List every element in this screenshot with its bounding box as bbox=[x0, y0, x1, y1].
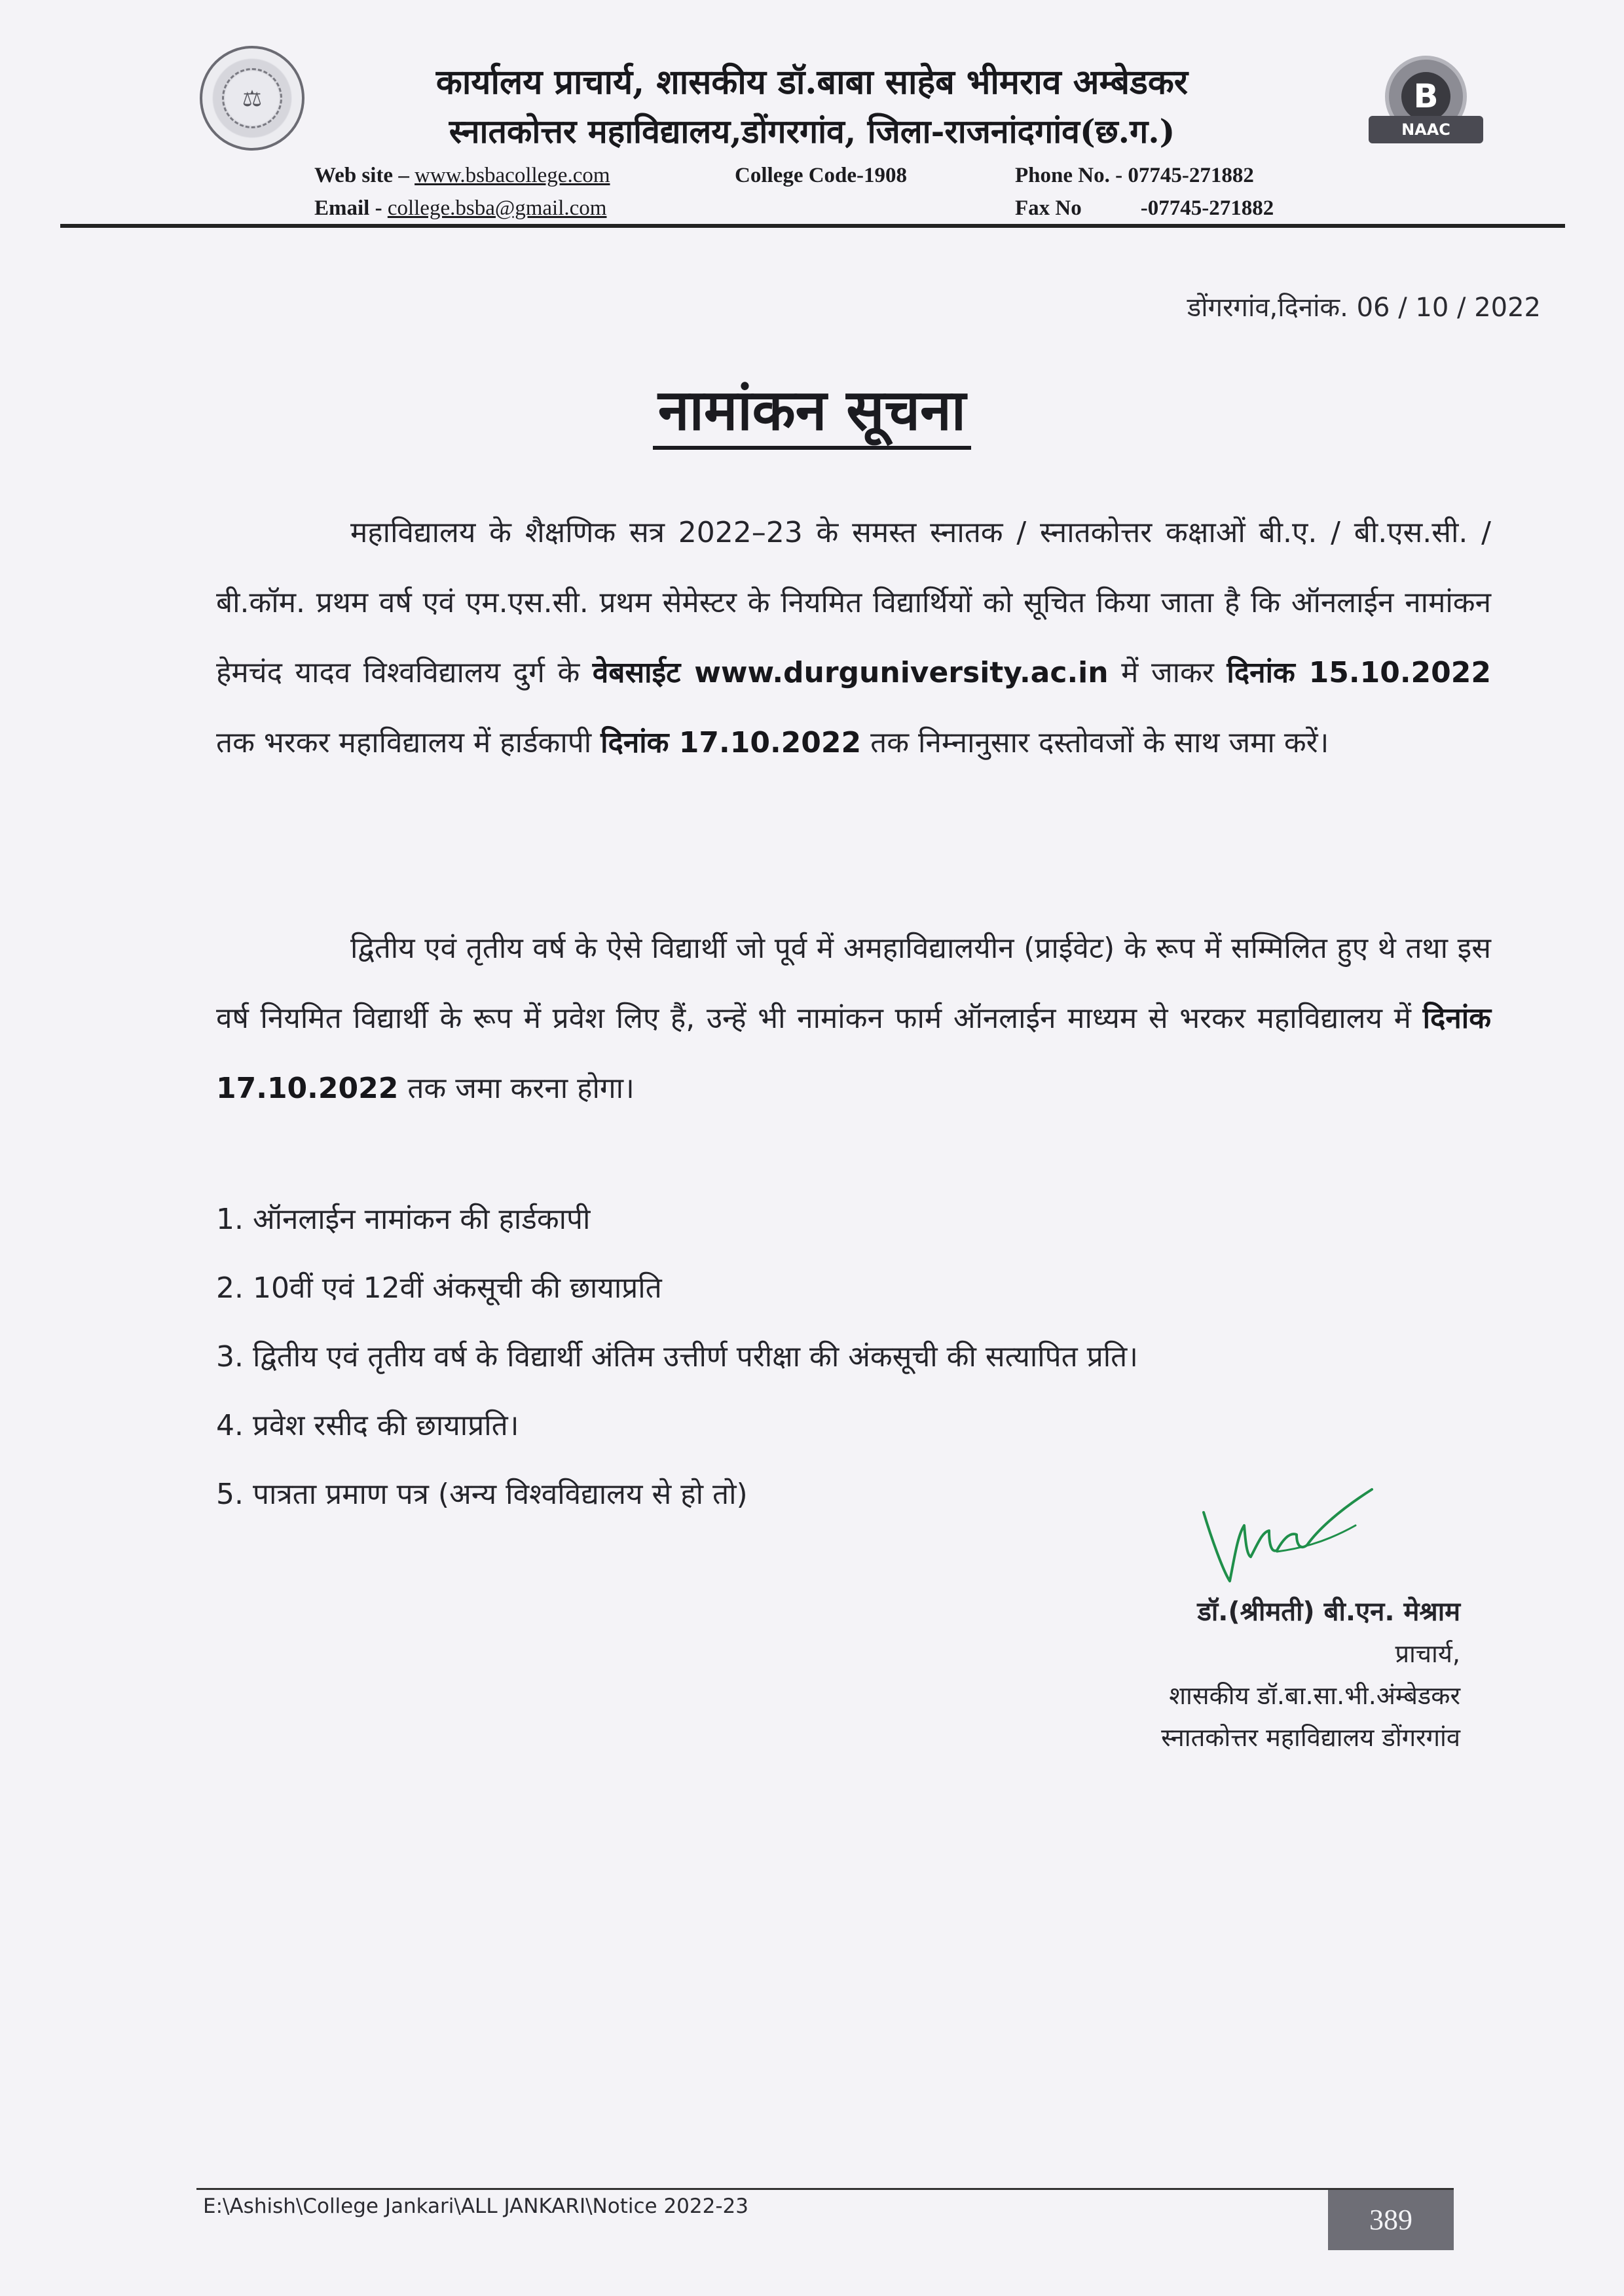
para1-text-4: तक निम्नानुसार दस्तोवजों के साथ जमा करें। bbox=[861, 726, 1329, 759]
fax-number: -07745-271882 bbox=[1140, 196, 1274, 220]
signature-icon bbox=[1198, 1480, 1382, 1591]
header-office-line: कार्यालय प्राचार्य, शासकीय डॉ.बाबा साहेब भीमराव अम्बेडकर bbox=[435, 62, 1189, 102]
para1-online-deadline: दिनांक 15.10.2022 bbox=[1227, 656, 1492, 689]
file-path: E:\Ashish\College Jankari\ALL JANKARI\Notice 2022-23 bbox=[203, 2195, 748, 2218]
email-label: Email - bbox=[314, 196, 382, 220]
required-documents-list bbox=[216, 1185, 1513, 1529]
header-divider bbox=[60, 224, 1565, 228]
para1-website: वेबसाईट www.durguniversity.ac.in bbox=[592, 656, 1109, 689]
para1-text-3: तक भरकर महाविद्यालय में हार्डकापी bbox=[216, 726, 601, 759]
notice-title-text: नामांकन सूचना bbox=[653, 378, 971, 450]
footer-divider bbox=[196, 2188, 1454, 2190]
signatory-name: डॉ.(श्रीमती) बी.एन. मेश्राम bbox=[1197, 1597, 1460, 1627]
website-line bbox=[314, 164, 610, 188]
college-emblem-icon bbox=[200, 46, 304, 151]
list-item: 5. पात्रता प्रमाण पत्र (अन्य विश्वविद्यालय से हो तो) bbox=[216, 1478, 748, 1511]
para2-deadline: दिनांक 17.10.2022 bbox=[216, 1002, 1491, 1105]
signatory-institution-1: शासकीय डॉ.बा.सा.भी.अंम्बेडकर bbox=[1169, 1681, 1460, 1710]
fax-line bbox=[1015, 196, 1274, 221]
notice-title bbox=[0, 370, 1624, 446]
emblem-inner-ring bbox=[222, 68, 282, 128]
email-line bbox=[314, 196, 606, 221]
para1-hardcopy-deadline: दिनांक 17.10.2022 bbox=[600, 726, 862, 759]
naac-label: NAAC bbox=[1369, 116, 1483, 143]
phone-number: Phone No. - 07745-271882 bbox=[1015, 164, 1254, 187]
email-link[interactable]: college.bsba@gmail.com bbox=[387, 196, 607, 220]
para2-text-1: द्वितीय एवं तृतीय वर्ष के ऐसे विद्यार्थी जो पूर्व में अमहाविद्यालयीन (प्राईवेट) के रूप में सम्मिलित हुए थे तथा इस वर्ष नियमित विद्यार्थी के रूप में प्रवेश लिए हैं, उन्हें भी नामांकन फार्म ऑनलाईन माध्यम से भरकर महाविद्यालय में bbox=[216, 932, 1491, 1035]
website-label: Web site – bbox=[314, 164, 409, 187]
list-item: 4. प्रवेश रसीद की छायाप्रति। bbox=[216, 1409, 519, 1442]
fax-label: Fax No bbox=[1015, 196, 1082, 220]
para1-text-1: महाविद्यालय के शैक्षणिक सत्र 2022–23 के समस्त स्नातक / स्नातकोत्तर कक्षाओं बी.ए. / बी.एस.सी. / बी.कॉम. प्रथम वर्ष एवं एम.एस.सी. प्रथम सेमेस्टर के नियमित विद्यार्थियों को सूचित किया जाता है कि ऑनलाईन नामांकन हेमचंद यादव विश्वविद्यालय दुर्ग के bbox=[216, 516, 1491, 689]
page-number: 389 bbox=[1328, 2190, 1454, 2250]
paragraph-private-students bbox=[216, 913, 1491, 1123]
naac-badge bbox=[1369, 56, 1483, 154]
naac-grade: B bbox=[1401, 72, 1450, 121]
signatory-institution-2: स्नातकोत्तर महाविद्यालय डोंगरगांव bbox=[1161, 1723, 1460, 1752]
list-item: 1. ऑनलाईन नामांकन की हार्डकापी bbox=[216, 1203, 591, 1236]
header-college-line: स्नातकोत्तर महाविद्यालय,डोंगरगांव, जिला-राजनांदगांव(छ.ग.) bbox=[449, 112, 1175, 151]
list-item: 2. 10वीं एवं 12वीं अंकसूची की छायाप्रति bbox=[216, 1271, 662, 1305]
college-code: College Code-1908 bbox=[735, 164, 908, 187]
website-link[interactable]: www.bsbacollege.com bbox=[415, 164, 610, 187]
para1-text-2: में जाकर bbox=[1108, 656, 1227, 689]
para2-text-2: तक जमा करना होगा। bbox=[398, 1072, 635, 1105]
list-item: 3. द्वितीय एवं तृतीय वर्ष के विद्यार्थी अंतिम उत्तीर्ण परीक्षा की अंकसूची की सत्यापित प्रति। bbox=[216, 1340, 1138, 1374]
paragraph-enrolment-instructions bbox=[216, 498, 1491, 778]
emblem-mark-icon: ⚖ bbox=[242, 86, 263, 112]
signatory-designation: प्राचार्य, bbox=[1395, 1639, 1460, 1668]
notice-date: डोंगरगांव,दिनांक. 06 / 10 / 2022 bbox=[1187, 293, 1541, 323]
signatory-block bbox=[1002, 1591, 1460, 1758]
